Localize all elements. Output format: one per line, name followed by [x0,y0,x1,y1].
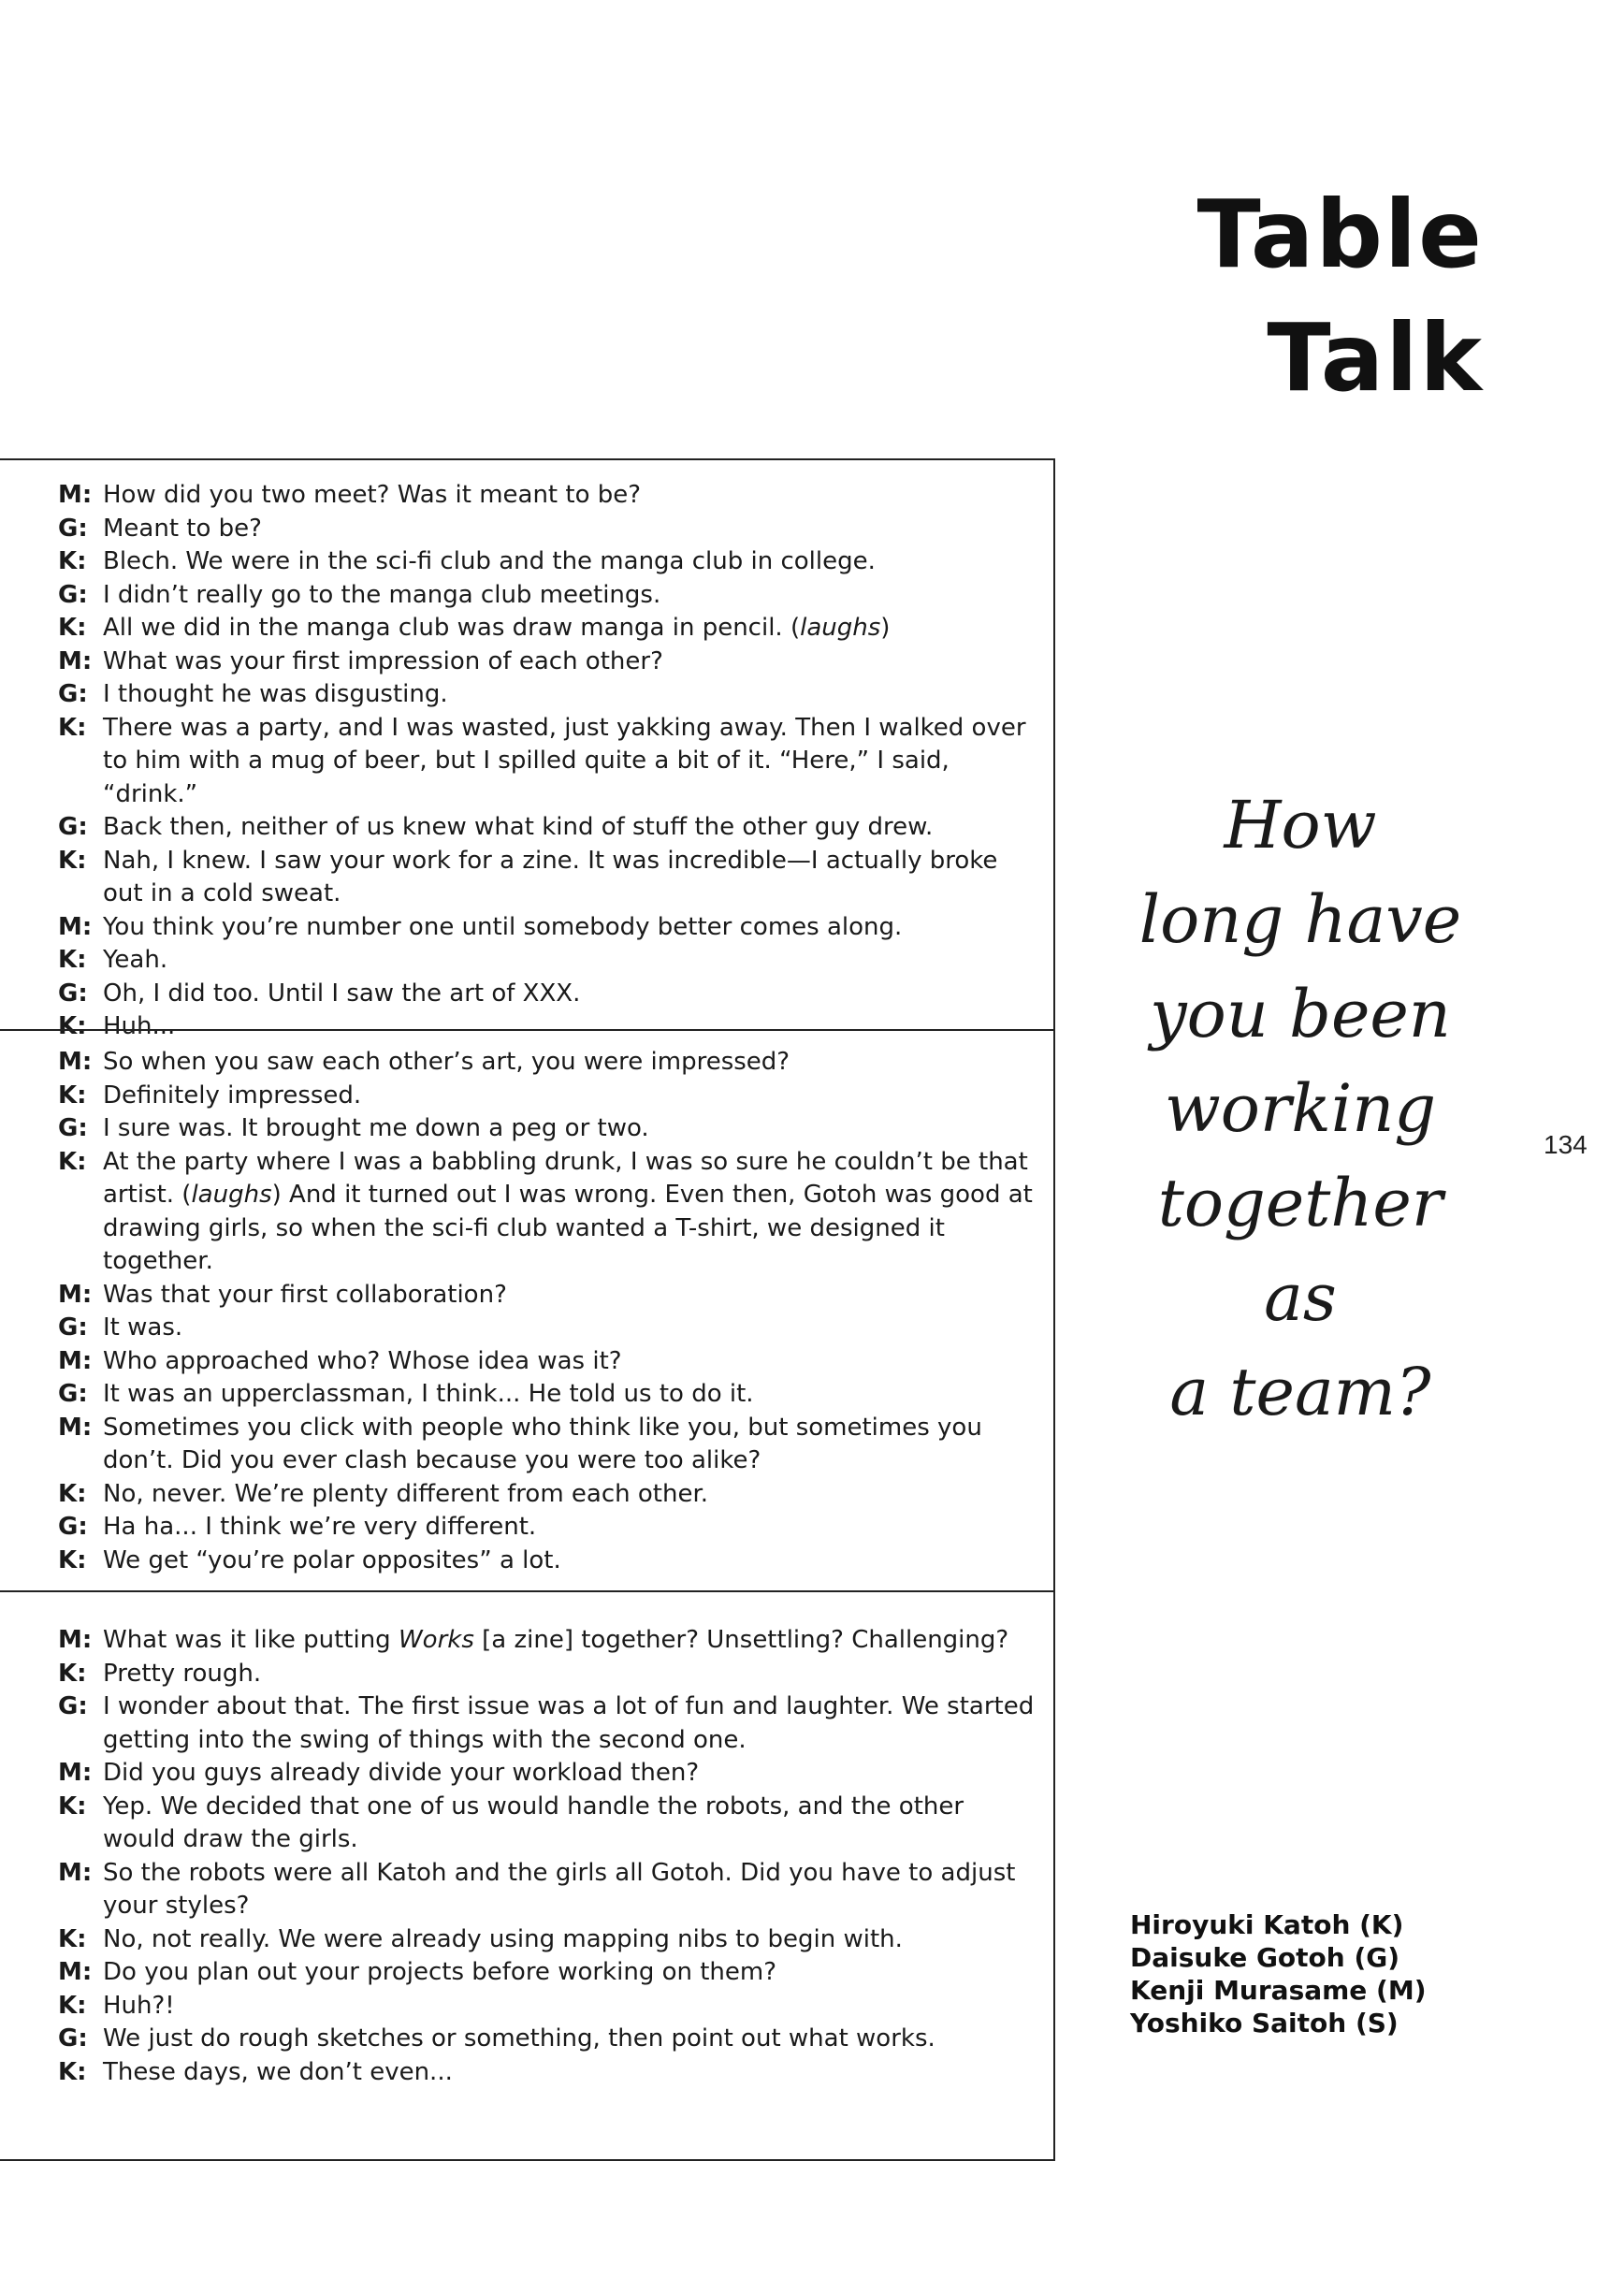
dialogue-line [58,1757,1035,1791]
title-line-2: Talk [1267,303,1484,413]
speaker-label: G: [58,813,88,841]
dialogue-text: Blech. We were in the sci-fi club and the manga club in college. [103,547,876,575]
speaker-label: M: [58,646,93,675]
speaker-label: M: [58,1280,93,1309]
dialogue-text: Sometimes you click with people who think like you, but sometimes you don’t. Did you ever clash because you were too alike? [103,1413,982,1474]
pull-quote-question [1113,778,1487,1440]
dialogue-text: So when you saw each other’s art, you were impressed? [103,1048,790,1076]
dialogue-line [58,1545,1035,1578]
dialogue-line [58,1412,1035,1478]
dialogue-text: Do you plan out your projects before working on them? [103,1958,777,1986]
page-number: 134 [1544,1130,1588,1159]
dialogue-line [58,911,1035,945]
speaker-label: G: [58,1114,88,1142]
dialogue-text: Who approached who? Whose idea was it? [103,1346,622,1375]
interview-section-2 [0,1029,1055,1590]
interview-section-1 [0,458,1055,1040]
speaker-label: G: [58,979,88,1008]
credit-item: Yoshiko Saitoh (S) [1130,2008,1399,2038]
speaker-label: K: [58,547,87,575]
dialogue-line [58,1990,1035,2024]
speaker-label: K: [58,1479,87,1508]
speaker-label: K: [58,1147,87,1176]
dialogue-text: These days, we don’t even... [103,2057,453,2086]
dialogue-line [58,1857,1035,1923]
participant-credits [1130,1908,1427,2039]
speaker-label: K: [58,1545,87,1574]
speaker-label: M: [58,481,93,509]
speaker-label: G: [58,1313,88,1342]
dialogue-line [58,1658,1035,1691]
speaker-label: M: [58,1858,93,1887]
speaker-label: G: [58,514,88,543]
dialogue-line [58,579,1035,613]
dialogue-text: Huh... [103,1012,176,1040]
dialogue-line [58,1378,1035,1412]
speaker-label: M: [58,1048,93,1076]
dialogue-line [58,612,1035,646]
dialogue-line [58,646,1035,679]
dialogue-line [58,712,1035,812]
dialogue-text: All we did in the manga club was draw manga in pencil. (laughs) [103,614,891,642]
speaker-label: K: [58,846,87,875]
dialogue-line [58,1624,1035,1658]
speaker-label: G: [58,1513,88,1541]
dialogue-text: Meant to be? [103,514,262,543]
dialogue-line [58,1345,1035,1379]
dialogue-line [58,1279,1035,1313]
dialogue-line [58,1791,1035,1857]
dialogue-line [58,1478,1035,1512]
dialogue-text: What was your first impression of each other? [103,646,663,675]
dialogue-text: I didn’t really go to the manga club meetings. [103,580,661,609]
dialogue-text: So the robots were all Katoh and the girls all Gotoh. Did you have to adjust your styles? [103,1858,1016,1920]
dialogue-text: What was it like putting Works [a zine] together? Unsettling? Challenging? [103,1626,1009,1654]
dialogue-line [58,1923,1035,1957]
question-line: you been [1150,976,1451,1052]
dialogue-line [58,1112,1035,1146]
question-line: long have [1138,881,1462,958]
dialogue-text: There was a party, and I was wasted, just yakking away. Then I walked over to him with a mug of beer, but I spilled quite a bit of it. “Here,” I said, “drink.” [103,713,1026,808]
speaker-label: K: [58,1659,87,1688]
dialogue-text: No, not really. We were already using mapping nibs to begin with. [103,1924,903,1953]
dialogue-text: Did you guys already divide your workload then? [103,1759,700,1787]
dialogue-text: At the party where I was a babbling drunk, I was so sure he couldn’t be that artist. (laughs) And it turned out I was wrong. Even then, Gotoh was good at drawing girls, so when the sci-fi club wanted a T-shirt, we designed it together. [103,1147,1033,1275]
dialogue-text: Yep. We decided that one of us would handle the robots, and the other would draw the girls. [103,1792,964,1853]
speaker-label: K: [58,2057,87,2086]
speaker-label: M: [58,1759,93,1787]
speaker-label: K: [58,1924,87,1953]
speaker-label: K: [58,1081,87,1110]
speaker-label: K: [58,1792,87,1821]
dialogue-text: Ha ha... I think we’re very different. [103,1513,537,1541]
credit-item: Daisuke Gotoh (G) [1130,1942,1400,1973]
dialogue-text: We get “you’re polar opposites” a lot. [103,1545,561,1574]
dialogue-line [58,1080,1035,1113]
speaker-label: K: [58,1012,87,1040]
dialogue-text: I wonder about that. The first issue was a lot of fun and laughter. We started getting into the swing of things with the second one. [103,1692,1035,1754]
speaker-label: G: [58,2024,88,2053]
dialogue-text: Oh, I did too. Until I saw the art of XXX. [103,979,581,1008]
dialogue-text: Back then, neither of us knew what kind of stuff the other guy drew. [103,813,934,841]
dialogue-line [58,1312,1035,1345]
dialogue-line [58,479,1035,513]
dialogue-line [58,678,1035,712]
speaker-label: K: [58,713,87,742]
speaker-label: G: [58,1380,88,1408]
dialogue-text: Huh?! [103,1991,175,2020]
speaker-label: G: [58,680,88,708]
dialogue-line [58,1511,1035,1545]
speaker-label: M: [58,912,93,941]
speaker-label: M: [58,1626,93,1654]
speaker-label: K: [58,1991,87,2020]
dialogue-line [58,513,1035,546]
dialogue-text: Was that your first collaboration? [103,1280,507,1309]
dialogue-text: Pretty rough. [103,1659,262,1688]
question-line: together as [1157,1165,1443,1336]
dialogue-line [58,845,1035,911]
page-title [1197,173,1484,420]
dialogue-line [58,545,1035,579]
dialogue-line [58,811,1035,845]
dialogue-text: No, never. We’re plenty different from each other. [103,1479,709,1508]
dialogue-text: How did you two meet? Was it meant to be? [103,481,642,509]
dialogue-line [58,1690,1035,1757]
credit-item: Hiroyuki Katoh (K) [1130,1909,1404,1940]
dialogue-line [58,978,1035,1011]
question-line: How [1224,787,1377,863]
dialogue-text: It was an upperclassman, I think... He told us to do it. [103,1380,754,1408]
credit-item: Kenji Murasame (M) [1130,1975,1427,2006]
dialogue-line [58,2056,1035,2090]
dialogue-line [58,1956,1035,1990]
title-line-1: Table [1196,180,1484,289]
question-line: a team? [1169,1354,1431,1430]
dialogue-text: It was. [103,1313,183,1342]
dialogue-text: I thought he was disgusting. [103,680,448,708]
speaker-label: G: [58,1692,88,1720]
dialogue-text: Definitely impressed. [103,1081,362,1110]
speaker-label: K: [58,614,87,642]
dialogue-line [58,944,1035,978]
question-line: working [1164,1070,1437,1147]
speaker-label: K: [58,946,87,974]
dialogue-text: I sure was. It brought me down a peg or two. [103,1114,649,1142]
speaker-label: G: [58,580,88,609]
dialogue-line [58,2023,1035,2056]
speaker-label: M: [58,1346,93,1375]
dialogue-text: Yeah. [103,946,168,974]
dialogue-line [58,1046,1035,1080]
speaker-label: M: [58,1958,93,1986]
dialogue-line [58,1146,1035,1279]
interview-section-3 [0,1590,1055,2161]
dialogue-text: We just do rough sketches or something, then point out what works. [103,2024,935,2053]
dialogue-text: Nah, I knew. I saw your work for a zine. It was incredible—I actually broke out in a cold sweat. [103,846,998,907]
dialogue-text: You think you’re number one until somebody better comes along. [103,912,903,941]
speaker-label: M: [58,1413,93,1442]
